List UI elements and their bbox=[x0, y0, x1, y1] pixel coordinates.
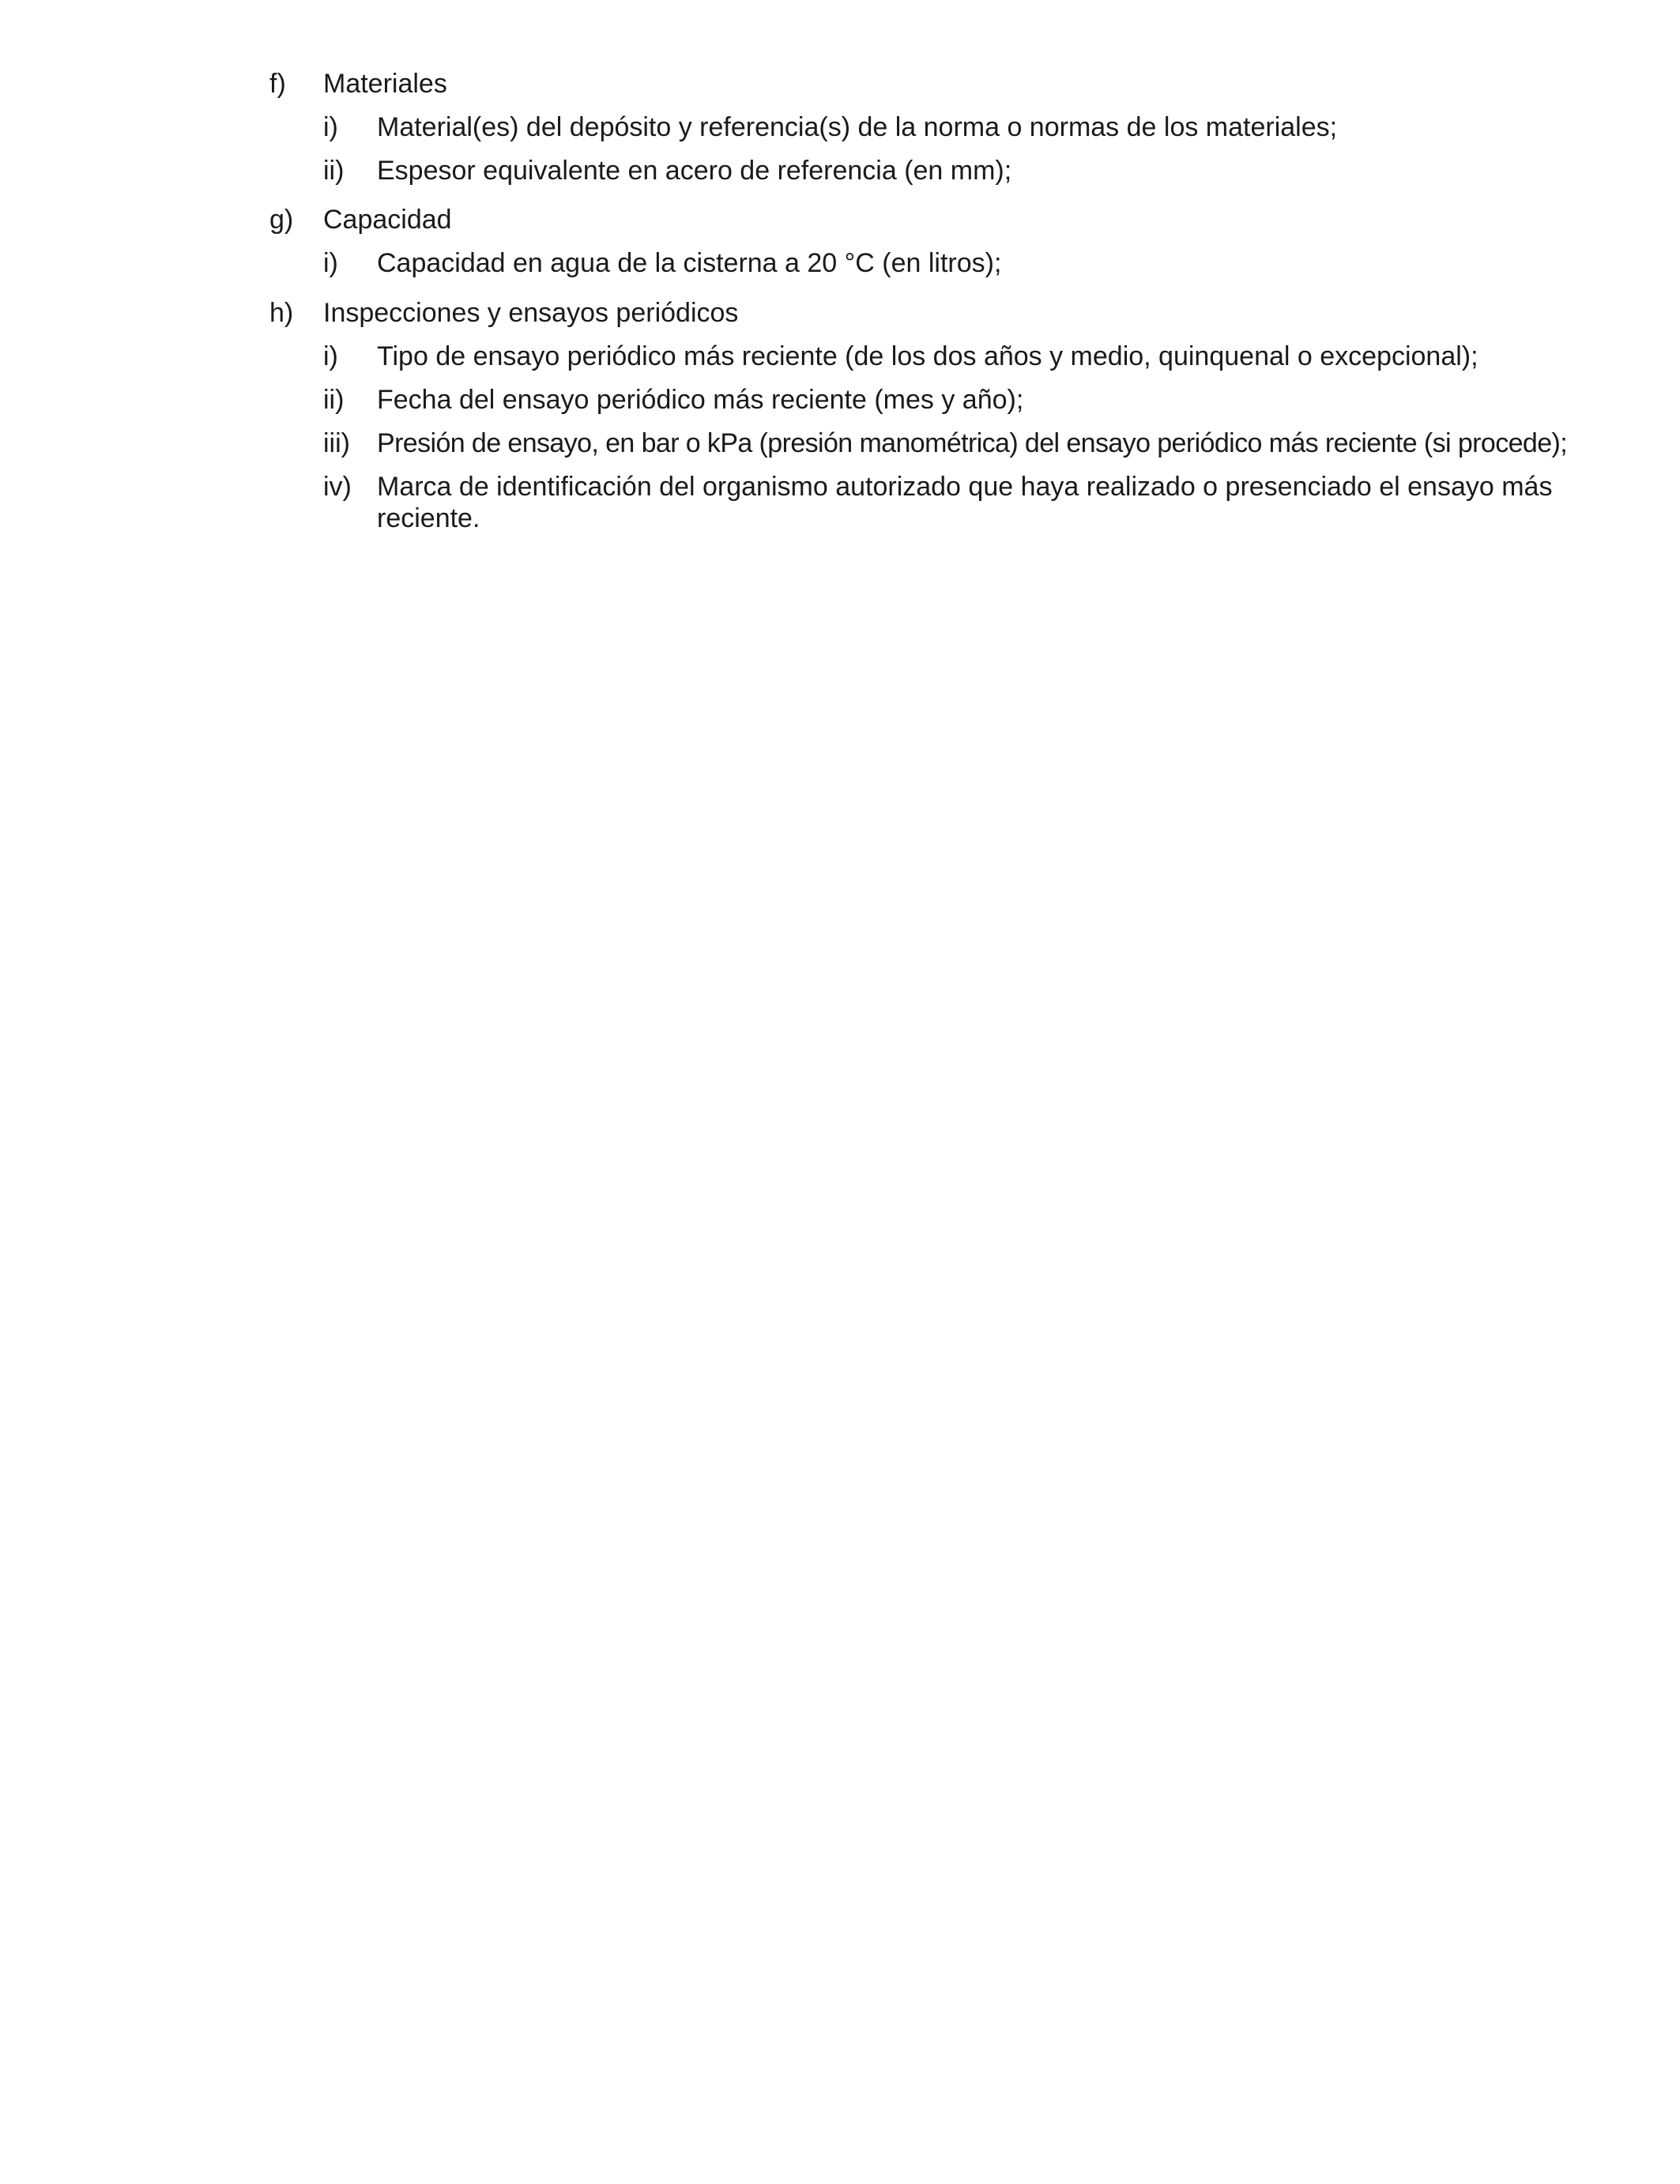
item-text: Fecha del ensayo periódico más reciente (mes y año); bbox=[377, 385, 1024, 415]
list-item bbox=[323, 471, 1573, 534]
section-heading bbox=[269, 297, 1573, 329]
item-text: Presión de ensayo, en bar o kPa (presión manométrica) del ensayo periódico más reciente (si procede); bbox=[377, 428, 1568, 458]
item-text: Capacidad en agua de la cisterna a 20 °C (en litros); bbox=[377, 248, 1002, 278]
item-text: Espesor equivalente en acero de referencia (en mm); bbox=[377, 156, 1012, 186]
item-text: Marca de identificación del organismo autorizado que haya realizado o presenciado el ensayo más reciente. bbox=[377, 472, 1553, 533]
section-title: Capacidad bbox=[323, 205, 452, 235]
section-inspecciones bbox=[269, 297, 1573, 534]
item-text: Tipo de ensayo periódico más reciente (de los dos años y medio, quinquenal o excepcional); bbox=[377, 341, 1478, 371]
item-text: Material(es) del depósito y referencia(s) de la norma o normas de los materiales; bbox=[377, 112, 1338, 142]
item-numeral: i) bbox=[323, 341, 338, 371]
list-item bbox=[323, 111, 1573, 143]
item-numeral: iv) bbox=[323, 472, 352, 502]
list-item bbox=[323, 427, 1573, 459]
sub-item-list bbox=[323, 341, 1573, 534]
section-materiales bbox=[269, 68, 1573, 186]
section-heading bbox=[269, 68, 1573, 100]
item-numeral: i) bbox=[323, 248, 338, 278]
item-numeral: i) bbox=[323, 112, 338, 142]
item-numeral: ii) bbox=[323, 156, 345, 186]
list-item bbox=[323, 384, 1573, 416]
section-letter: f) bbox=[269, 69, 286, 99]
sub-item-list bbox=[323, 247, 1573, 279]
sub-item-list bbox=[323, 111, 1573, 186]
section-title: Inspecciones y ensayos periódicos bbox=[323, 298, 739, 328]
list-item bbox=[323, 341, 1573, 372]
section-heading bbox=[269, 204, 1573, 235]
list-item bbox=[323, 247, 1573, 279]
section-letter: h) bbox=[269, 298, 294, 328]
section-title: Materiales bbox=[323, 69, 447, 99]
item-numeral: iii) bbox=[323, 428, 350, 458]
section-capacidad bbox=[269, 204, 1573, 279]
list-item bbox=[323, 155, 1573, 186]
item-numeral: ii) bbox=[323, 385, 345, 415]
section-letter: g) bbox=[269, 205, 294, 235]
